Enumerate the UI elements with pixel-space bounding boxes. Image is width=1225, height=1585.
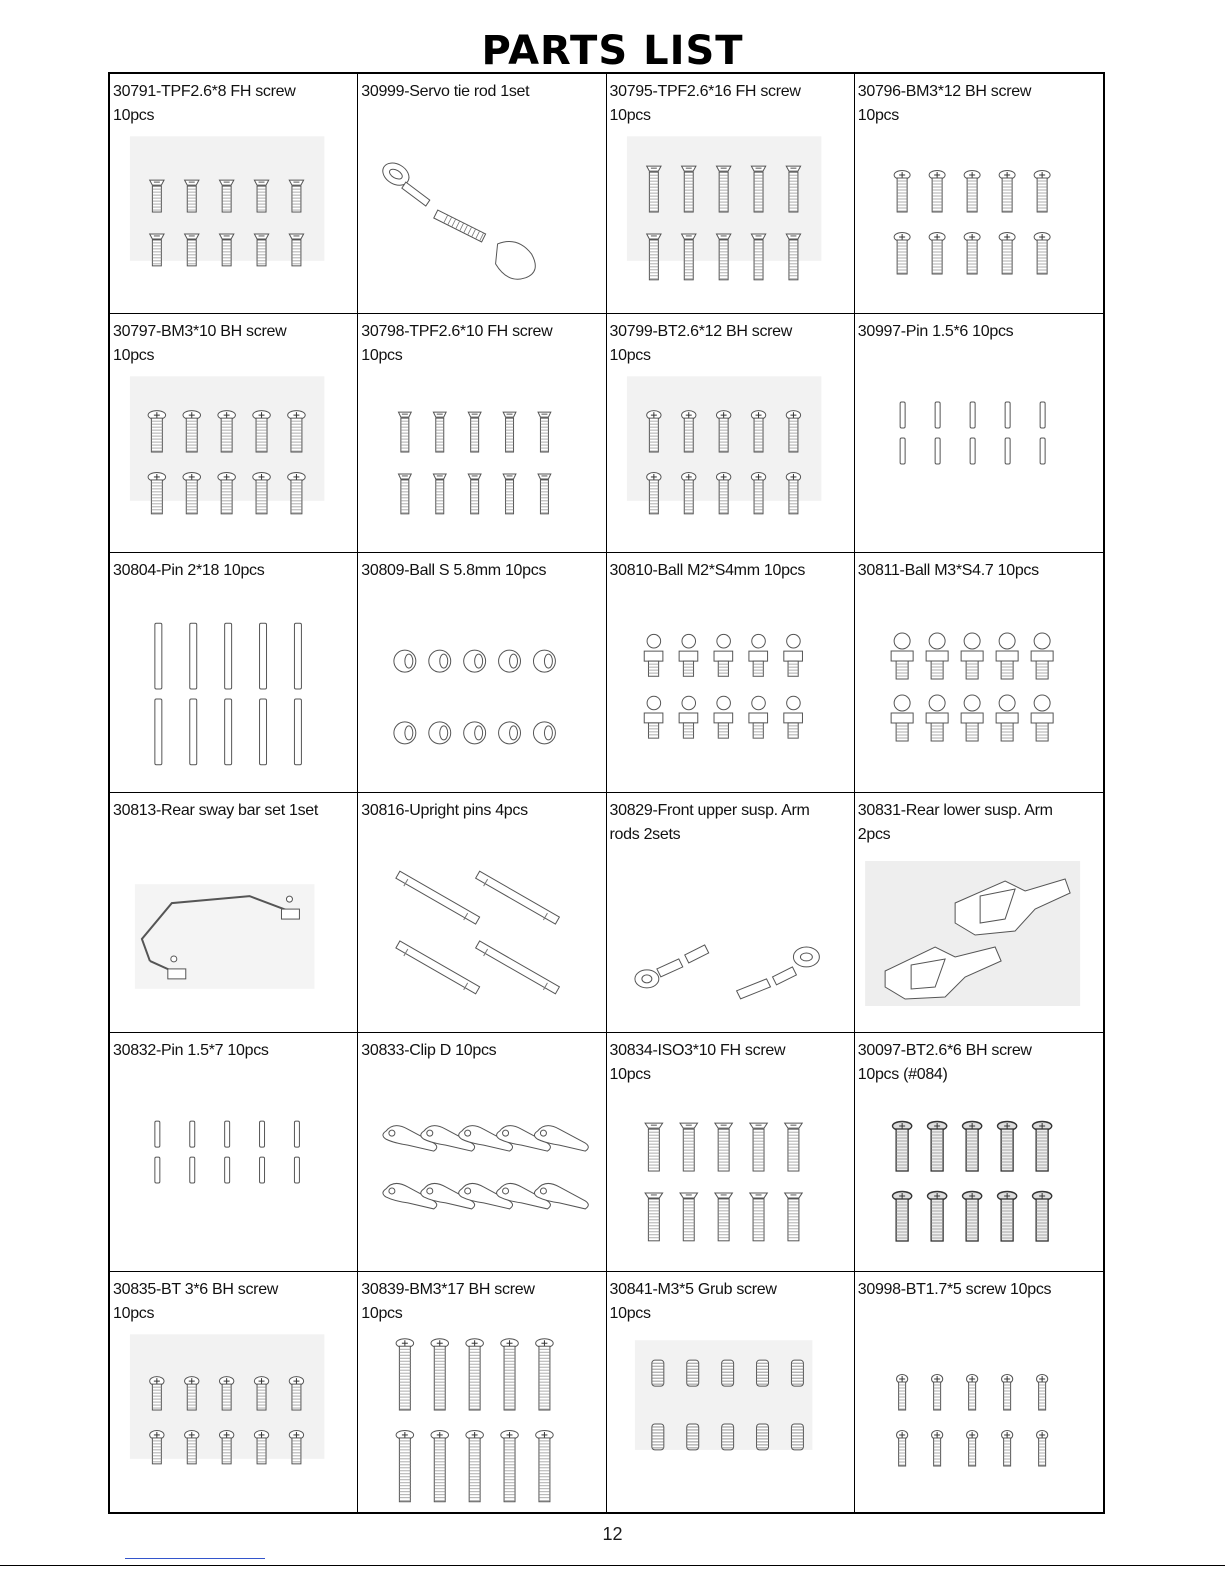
part-label: 30797-BM3*10 BH screw 10pcs [113,322,287,364]
footer-link-underline [125,1558,265,1559]
part-label: 30997-Pin 1.5*6 10pcs [857,322,1014,340]
part-cell-30841 [607,1272,855,1512]
flat-head-screw-icon [358,372,605,547]
part-drawing [110,1330,357,1505]
part-drawing [358,851,605,1026]
part-cell-30811 [855,553,1103,793]
part-label: 30799-BT2.6*12 BH screw 10pcs [609,322,793,364]
part-label: 30834-ISO3*10 FH screw 10pcs [609,1041,786,1083]
part-drawing [607,1330,854,1505]
button-head-screw-icon [855,1091,1103,1266]
part-cell-30829 [607,793,855,1033]
part-drawing [110,132,357,307]
ball-stud-icon [855,611,1103,786]
part-cell-30997 [855,314,1103,554]
part-cell-30791 [110,74,358,314]
part-drawing [855,372,1103,547]
part-cell-30810 [607,553,855,793]
part-label: 30798-TPF2.6*10 FH screw 10pcs [361,322,553,364]
part-drawing [110,851,357,1026]
grub-screw-icon [607,1330,854,1505]
part-drawing [855,1091,1103,1266]
part-drawing [855,132,1103,307]
button-head-screw-icon [110,372,357,547]
part-drawing [358,1330,605,1505]
part-label: 30829-Front upper susp. Arm rods 2sets [609,802,810,843]
servo-tie-rod-icon [358,132,605,307]
part-label: 30833-Clip D 10pcs [361,1041,497,1059]
part-cell-30999 [358,74,606,314]
short-pin-icon [110,1091,357,1266]
long-pin-icon [110,611,357,786]
part-label: 30841-M3*5 Grub screw 10pcs [609,1281,777,1323]
part-label: 30810-Ball M2*S4mm 10pcs [609,562,806,580]
part-drawing [358,1091,605,1266]
part-label: 30804-Pin 2*18 10pcs [113,562,265,580]
part-label: 30813-Rear sway bar set 1set [113,802,319,819]
part-cell-30832 [110,1033,358,1273]
button-head-screw-icon [110,1330,357,1505]
flat-head-screw-icon [607,1091,854,1266]
part-label: 30832-Pin 1.5*7 10pcs [113,1041,269,1059]
sway-bar-icon [110,851,357,1026]
part-drawing [607,611,854,786]
part-label: 30809-Ball S 5.8mm 10pcs [361,562,547,580]
short-pin-icon [855,372,1103,547]
page-title: PARTS LIST [481,28,744,74]
part-cell-30809 [358,553,606,793]
part-label: 30999-Servo tie rod 1set [361,83,530,100]
part-cell-30833 [358,1033,606,1273]
part-cell-30835 [110,1272,358,1512]
button-head-screw-icon [358,1330,605,1505]
parts-grid [108,72,1105,1514]
part-drawing [110,1091,357,1266]
footer-rule [0,1565,1225,1566]
button-head-screw-icon [607,372,854,547]
part-drawing [110,372,357,547]
part-drawing [855,851,1103,1026]
part-cell-30799 [607,314,855,554]
arm-rod-icon [607,851,854,1026]
part-label: 30835-BT 3*6 BH screw 10pcs [113,1281,279,1323]
part-cell-30798 [358,314,606,554]
flat-head-screw-icon [607,132,854,307]
part-drawing [358,372,605,547]
part-cell-30834 [607,1033,855,1273]
part-cell-30797 [110,314,358,554]
part-drawing [855,611,1103,786]
part-cell-30796 [855,74,1103,314]
part-cell-30831 [855,793,1103,1033]
part-label: 30791-TPF2.6*8 FH screw 10pcs [113,83,296,124]
part-label: 30831-Rear lower susp. Arm 2pcs [857,802,1053,843]
part-drawing [607,851,854,1026]
part-label: 30796-BM3*12 BH screw 10pcs [857,83,1032,124]
clip-icon [358,1091,605,1266]
part-drawing [607,132,854,307]
upright-pin-icon [358,851,605,1026]
flat-head-screw-icon [110,132,357,307]
part-cell-30813 [110,793,358,1033]
small-screw-icon [855,1330,1103,1505]
part-label: 30795-TPF2.6*16 FH screw 10pcs [609,83,801,124]
part-drawing [607,372,854,547]
ball-stud-icon [607,611,854,786]
suspension-arm-icon [855,851,1103,1026]
part-label: 30998-BT1.7*5 screw 10pcs [857,1281,1052,1299]
part-cell-30804 [110,553,358,793]
part-label: 30816-Upright pins 4pcs [361,802,528,819]
part-label: 30839-BM3*17 BH screw 10pcs [361,1281,535,1323]
part-cell-30998 [855,1272,1103,1512]
part-cell-30097 [855,1033,1103,1273]
part-drawing [358,611,605,786]
page-number: 12 [602,1524,623,1544]
part-drawing [855,1330,1103,1505]
button-head-screw-icon [855,132,1103,307]
part-label: 30097-BT2.6*6 BH screw 10pcs (#084) [857,1041,1032,1083]
part-label: 30811-Ball M3*S4.7 10pcs [857,562,1039,580]
part-drawing [110,611,357,786]
part-cell-30839 [358,1272,606,1512]
ball-icon [358,611,605,786]
part-drawing [607,1091,854,1266]
part-cell-30816 [358,793,606,1033]
part-drawing [358,132,605,307]
part-cell-30795 [607,74,855,314]
